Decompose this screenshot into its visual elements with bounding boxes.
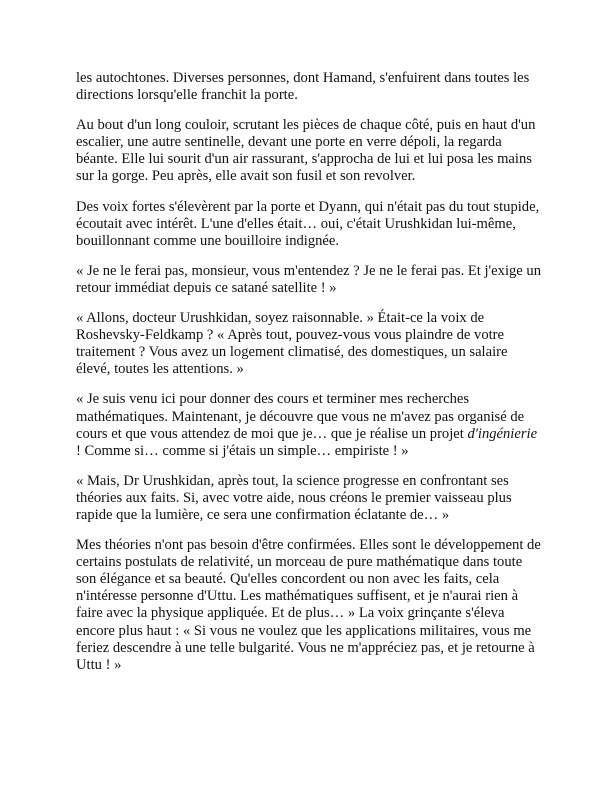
paragraph-2: Au bout d'un long couloir, scrutant les pièces de chaque côté, puis en haut d'un escalier, une autre sentinelle, devant une porte en verre dépoli, la regarda béante. Elle lui sourit d'un air rassurant, s'approcha de lui et lui posa les mains sur la gorge. Peu après, elle avait son fusil et son revolver. xyxy=(76,117,536,185)
paragraph-8: Mes théories n'ont pas besoin d'être confirmées. Elles sont le développement de certains postulats de relativité, un morceau de pure mathématique dans toute son élégance et sa beauté. Qu'elles concordent ou non avec les faits, cela n'intéresse personne d'Uttu. Les mathématiques suffisent, et je n'aurai rien à faire avec la physique appliquée. Et de plus… » La voix grinçante s'éleva encore plus haut : « Si vous ne voulez que les applications militaires, vous me feriez descendre à une telle bulgarité. Vous ne m'appréciez pas, et je retourne à Uttu ! » xyxy=(76,537,541,673)
paragraph-3: Des voix fortes s'élevèrent par la porte et Dyann, qui n'était pas du tout stupide, écoutait avec intérêt. L'une d'elles était… oui, c'était Urushkidan lui-même, bouillonnant comme une bouilloire indignée. xyxy=(76,198,540,249)
paragraph-6 xyxy=(76,391,542,459)
document-page xyxy=(76,70,542,687)
paragraph-7: « Mais, Dr Urushkidan, après tout, la science progresse en confrontant ses théories aux faits. Si, avec votre aide, nous créons le premier vaisseau plus rapide que la lumière, ce sera une confirmation éclatante de… » xyxy=(76,472,512,523)
paragraph-6-emphasis: d'ingénierie xyxy=(467,425,538,442)
paragraph-1: les autochtones. Diverses personnes, dont Hamand, s'enfuirent dans toutes les directions lorsqu'elle franchit la porte. xyxy=(76,70,530,104)
paragraph-5: « Allons, docteur Urushkidan, soyez raisonnable. » Était-ce la voix de Roshevsky-Feldkamp ? « Après tout, pouvez-vous vous plaindre de votre traitement ? Vous avez un logement climatisé, des domestiques, un salaire élevé, toutes les attentions. » xyxy=(76,310,508,378)
paragraph-6-before: « Je suis venu ici pour donner des cours et terminer mes recherches mathématiques. Maintenant, je découvre que vous ne m'avez pas organisé de cours et que vous attendez de moi que je… que je réalise un projet xyxy=(76,391,525,442)
paragraph-6-after: ! Comme si… comme si j'étais un simple… empiriste ! » xyxy=(76,442,409,459)
paragraph-4: « Je ne le ferai pas, monsieur, vous m'entendez ? Je ne le ferai pas. Et j'exige un retour immédiat depuis ce satané satellite ! » xyxy=(76,262,542,296)
